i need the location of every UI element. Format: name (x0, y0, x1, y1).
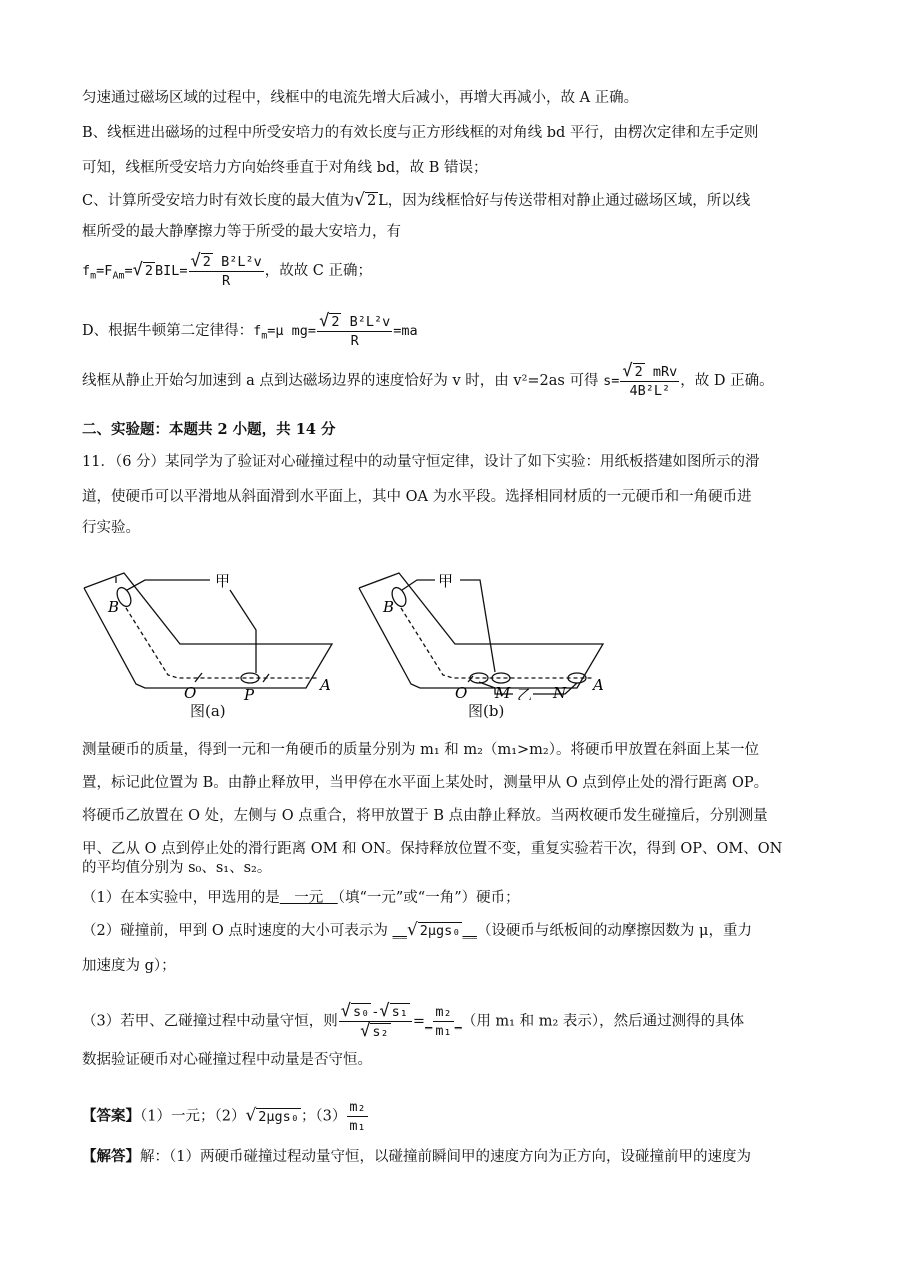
denominator: R (350, 333, 359, 349)
section-heading: 二、实验题：本题共 2 小题，共 14 分 (82, 421, 336, 438)
fraction: $\frac{\text{√ 2 B²L²v}}{R}$ (319, 311, 391, 349)
sub: m (261, 330, 268, 342)
numerator: mRv (652, 364, 678, 380)
sqrt-sign: √ (354, 190, 365, 210)
sym: s= (603, 373, 620, 389)
answer-label: 【答案】 (82, 1107, 140, 1125)
denominator: m₁ (349, 1118, 366, 1134)
text: （填“一元”或“一角”）硬币； (337, 890, 520, 906)
fraction: $\frac{\text{√ 2 B²L²v}}{R}$ (190, 251, 262, 289)
text: ，故故 C 正确； (264, 263, 373, 279)
equals: = (412, 1013, 426, 1030)
paragraph-line: 的平均值分别为 s₀、s₁、s₂。 (82, 860, 272, 876)
text-line: 加速度为 g）； (82, 958, 176, 974)
radicand: s₁ (391, 1004, 408, 1020)
question-line: 11．（6 分）某同学为了验证对心碰撞过程中的动量守恒定律，设计了如下实验：用纸板搭建如图所示的滑 (82, 454, 760, 470)
figure-b-caption: 图(b) (468, 702, 505, 720)
sqrt-sign: √ (132, 260, 143, 280)
numerator: B²L²v (221, 254, 262, 270)
text: （1）在本实验中，甲选用的是 (82, 890, 280, 906)
fraction (347, 1098, 367, 1135)
denominator: 4B²L² (629, 383, 671, 399)
label-m: M (495, 684, 511, 700)
label-jia: 甲 (215, 572, 231, 590)
slide-outline (84, 573, 332, 688)
text: ，故 D 正确。 (680, 373, 774, 389)
radicand: 2μgs₀ (258, 1108, 299, 1125)
label-n: N (553, 684, 567, 700)
radicand: 2 (634, 364, 643, 380)
minus: - (371, 1004, 380, 1020)
formula-fm (82, 252, 372, 290)
text: 线框从静止开始匀加速到 a 点到达磁场边界的速度恰好为 v 时，由 v²=2as 可得 (82, 373, 599, 389)
label-yi: 乙 (517, 686, 533, 700)
answer-line (82, 1098, 369, 1135)
text-line: 框所受的最大静摩擦力等于所受的最大安培力，有 (82, 224, 401, 240)
denominator: R (222, 273, 231, 289)
numerator: m₂ (435, 1004, 452, 1020)
radicand: s₀ (352, 1004, 370, 1020)
fraction (433, 1003, 453, 1040)
radicand: 2 (144, 263, 154, 279)
sqrt-sign: √ (245, 1105, 257, 1126)
leader-line (230, 590, 256, 673)
option-d-line (82, 312, 418, 350)
question-line: 行实验。 (82, 520, 140, 536)
dashed-path (126, 608, 318, 678)
text-line (82, 362, 774, 400)
sym: =μ mg= (267, 323, 317, 339)
radicand: s₂ (372, 1024, 389, 1040)
label-a: A (593, 676, 604, 694)
text: （1）一元；（2） (140, 1108, 246, 1125)
label-b: B (108, 598, 120, 616)
fraction: $\frac{\text{√ s₀ -√ s₁}}{\text{√ s₂}}$ (339, 1002, 412, 1041)
label-p: P (244, 686, 255, 704)
leader-line (127, 580, 210, 590)
sym: =ma (393, 323, 418, 339)
text: （用 m₁ 和 m₂ 表示），然后通过测得的具体 (461, 1013, 745, 1030)
text-line: 匀速通过磁场区域的过程中，线框中的电流先增大后减小，再增大再减小，故 A 正确。 (82, 90, 639, 106)
radicand: 2μgs₀ (419, 923, 461, 939)
label-o: O (184, 684, 197, 702)
radicand: 2 (202, 254, 211, 270)
sub: Am (112, 270, 125, 282)
leader-line (402, 580, 435, 590)
radicand: 2 (331, 314, 340, 330)
dashed-path (401, 608, 593, 678)
paragraph-line: 甲、乙从 O 点到停止处的滑行距离 OM 和 ON。保持释放位置不变，重复实验若干次，得到 OP、OM、ON (82, 841, 783, 857)
figure-b (355, 560, 615, 700)
option-c-line (82, 190, 750, 211)
sub-question-3: （3）若甲、乙碰撞过程中动量守恒，则 $\frac{\text{√ s₀ -√ s₁}}{\text{√ s₂}}$ =_ $\frac{\text{m₂}}{\text{m₁}}$ _（用 m₁ 和 m₂ 表示），然后通过测得的具体 (82, 1001, 745, 1041)
sub-question-1 (82, 888, 520, 908)
label-a: A (320, 676, 331, 694)
sqrt-sign: √ (406, 920, 418, 940)
denominator: m₁ (435, 1023, 452, 1039)
paragraph-line: 将硬币乙放置在 O 处，左侧与 O 点重合，将甲放置于 B 点由静止释放。当两枚硬币发生碰撞后，分别测量 (82, 808, 768, 824)
text-line: 可知，线框所受安培力方向始终垂直于对角线 bd，故 B 错误； (82, 160, 488, 176)
text: C、计算所受安培力时有效长度的最大值为 (82, 193, 355, 209)
answer-blank: 一元 (279, 890, 338, 906)
text: L，因为线框恰好与传送带相对静止通过磁场区域，所以线 (378, 193, 751, 209)
label-b: B (383, 598, 395, 616)
text: （设硬币与纸板间的动摩擦因数为 μ，重力 (476, 923, 752, 939)
sym: =F (96, 263, 113, 279)
solution-line (82, 1147, 751, 1167)
sym: = (124, 263, 133, 279)
paragraph-line: 测量硬币的质量，得到一元和一角硬币的质量分别为 m₁ 和 m₂（m₁>m₂）。将硬币甲放置在斜面上某一位 (82, 742, 759, 758)
radicand: 2 (366, 193, 377, 209)
figure-a-caption: 图(a) (190, 702, 226, 720)
text: （2）碰撞前，甲到 O 点时速度的大小可表示为 (82, 923, 388, 939)
text-line: 数据验证硬币对心碰撞过程中动量是否守恒。 (82, 1052, 372, 1068)
label-o: O (455, 684, 468, 700)
sym: f (82, 263, 91, 279)
text: D、根据牛顿第二定律得： (82, 323, 254, 339)
text: 解：（1）两硬币碰撞过程动量守恒，以碰撞前瞬间甲的速度方向为正方向，设碰撞前甲的速度为 (140, 1149, 751, 1165)
question-line: 道，使硬币可以平滑地从斜面滑到水平面上，其中 OA 为水平段。选择相同材质的一元硬币和一角硬币进 (82, 489, 752, 505)
leader-line (460, 580, 495, 672)
sym: BIL= (155, 263, 188, 279)
text: ；（3） (300, 1108, 347, 1125)
numerator: m₂ (349, 1099, 366, 1115)
numerator: B²L²v (349, 314, 391, 330)
solution-label: 【解答】 (82, 1148, 140, 1165)
fraction: $\frac{\text{√ 2 mRv}}{\text{4B²L²}}$ (622, 361, 678, 399)
sub: m (90, 270, 97, 282)
label-jia: 甲 (438, 572, 454, 590)
text-line: B、线框进出磁场的过程中所受安培力的有效长度与正方形线框的对角线 bd 平行，由楞次定律和左手定则 (82, 125, 759, 141)
text: （3）若甲、乙碰撞过程中动量守恒，则 (82, 1013, 338, 1030)
sub-question-2: （2）碰撞前，甲到 O 点时速度的大小可表示为 __√ 2μgs₀ __（设硬币与纸板间的动摩擦因数为 μ，重力 (82, 920, 752, 940)
paragraph-line: 置，标记此位置为 B。由静止释放甲，当甲停在水平面上某处时，测量甲从 O 点到停止处的滑行距离 OP。 (82, 775, 769, 791)
slide-outline (359, 573, 603, 688)
sym: f (253, 323, 262, 339)
